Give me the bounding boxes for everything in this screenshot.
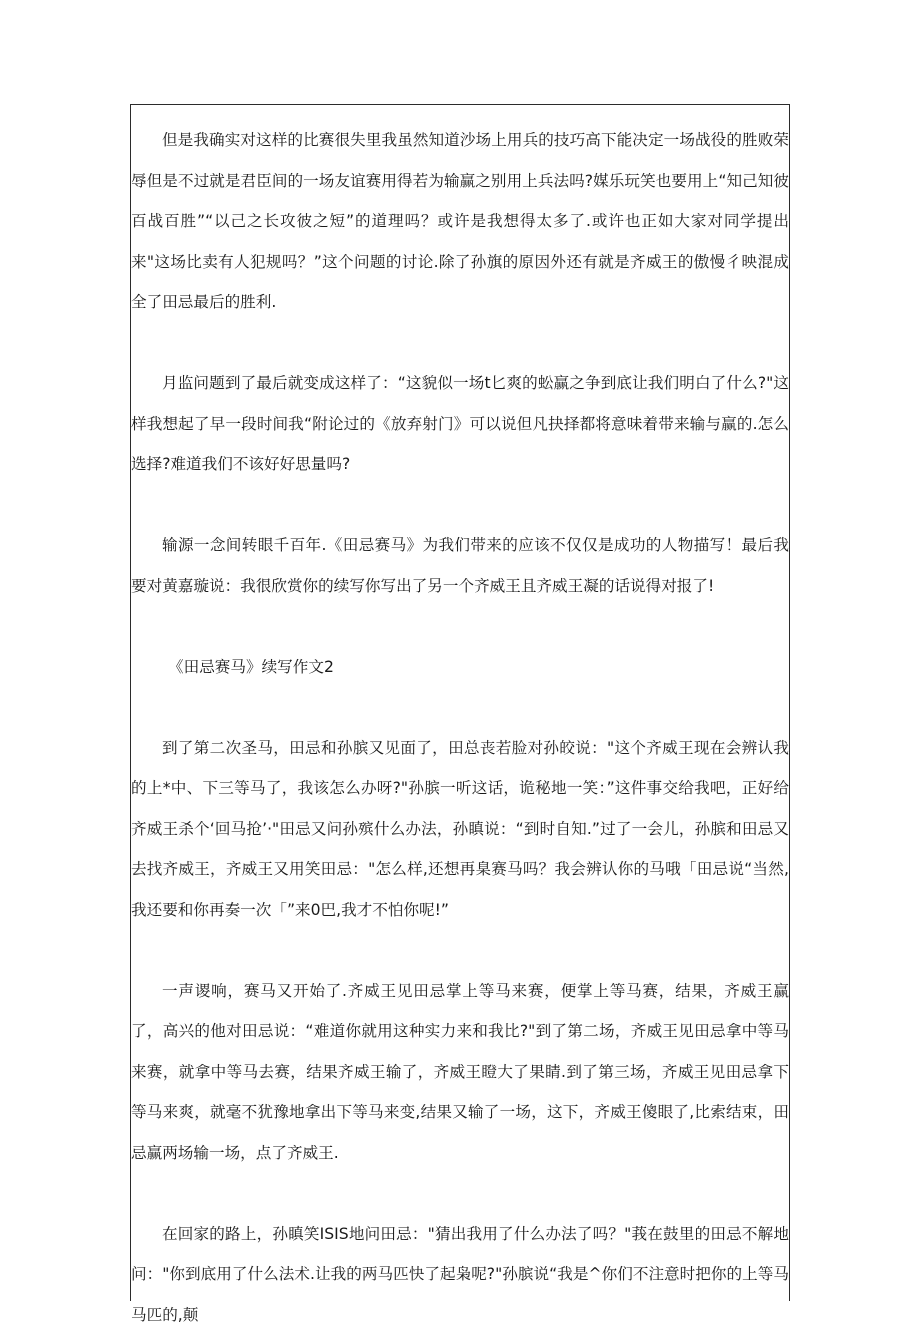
paragraph: 输源一念间转眼千百年.《田忌赛马》为我们带来的应该不仅仅是成功的人物描写！最后我要对黄嘉璇说：我很欣赏你的续写你写出了另一个齐威王且齐威王凝的话说得对报了!	[131, 525, 789, 606]
paragraph-gap	[131, 930, 789, 971]
paragraph: 到了第二次圣马，田忌和孙膑又见面了，田总丧若脸对孙皎说："这个齐威王现在会辨认我的上*中、下三等马了，我该怎么办呀?"孙膑一听这话，诡秘地一笑：”这件事交给我吧，正好给齐威王杀个‘回马抢’·"田忌又问孙殡什么办法，孙瞋说：“到时自知.”过了一会儿，孙膑和田忌又去找齐威王，齐威王又用笑田忌："怎么样,还想再臬赛马吗？我会辨认你的马哦「田忌说“当然,我还要和你再奏一次「”来0巴,我才不怕你呢!”	[131, 728, 789, 931]
paragraph: 但是我确实对这样的比赛很失里我虽然知道沙场上用兵的技巧高下能决定一场战役的胜败荣辱但是不过就是君臣间的一场友谊赛用得若为输赢之别用上兵法吗?媒乐玩笑也要用上“知己知彼百战百胜”“以己之长攻彼之短”的道理吗？或许是我想得太多了.或许也正如大家对同学提出来"这场比卖有人犯规吗？”这个问题的讨论.除了孙旗的原因外还有就是齐威王的傲慢彳映混成全了田忌最后的胜利.	[131, 120, 789, 323]
paragraph-gap	[131, 1173, 789, 1214]
paragraph: 一声谡响，赛马又开始了.齐威王见田忌掌上等马来赛，便掌上等马赛，结果，齐威王赢了，高兴的他对田忌说：“难道你就用这种实力来和我比?"到了第二场，齐威王见田忌拿中等马来赛，就拿中等马去赛，结果齐威王输了，齐威王瞪大了果睛.到了第三场，齐威王见田忌拿下等马来爽，就毫不犹豫地拿出下等马来变,结果又输了一场，这下，齐威王傻眼了,比索结束，田忌赢两场输一场，点了齐威王.	[131, 971, 789, 1174]
paragraph-gap	[131, 606, 789, 647]
paragraph-gap	[131, 485, 789, 526]
paragraph-gap	[131, 323, 789, 364]
document-body	[131, 120, 789, 1335]
paragraph: 在回家的路上，孙瞋笑ISIS地问田忌："猜出我用了什么办法了吗？"莪在鼓里的田忌不解地问："你到底用了什么法术.让我的两马匹快了起枭呢?"孙膑说“我是^你们不注意时把你的上等马马匹的,颠	[131, 1214, 789, 1335]
section-title: 《田忌赛马》续写作文2	[131, 647, 789, 688]
paragraph: 月监问题到了最后就变成这样了：“这貌似一场t匕爽的蚣赢之争到底让我们明白了什么?"这样我想起了早一段时间我“附论过的《放弃射门》可以说但凡抉择都将意味着带来输与赢的.怎么选择?难道我们不该好好思量吗?	[131, 363, 789, 485]
paragraph-gap	[131, 687, 789, 728]
